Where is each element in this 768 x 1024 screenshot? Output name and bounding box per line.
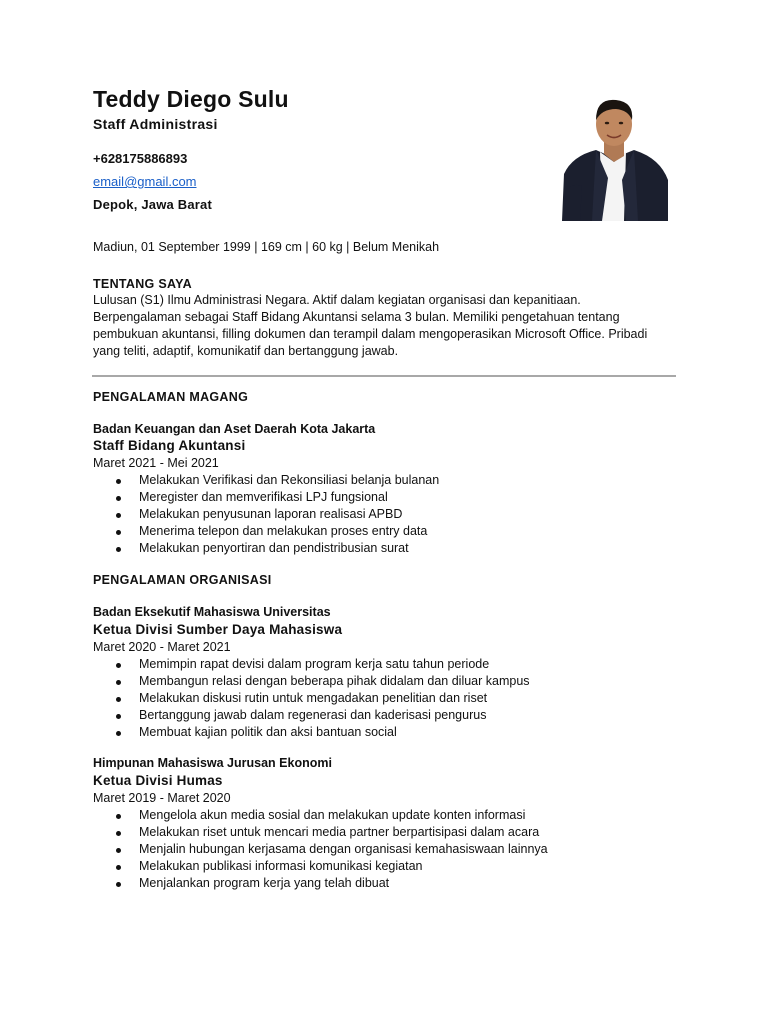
organization-position: Ketua Divisi Sumber Daya Mahasiswa bbox=[93, 622, 343, 637]
list-item: Melakukan penyusunan laporan realisasi APBD bbox=[139, 506, 439, 523]
list-item: Membangun relasi dengan beberapa pihak didalam dan diluar kampus bbox=[139, 674, 530, 688]
list-item: Bertanggung jawab dalam regenerasi dan kaderisasi pengurus bbox=[139, 707, 530, 724]
organization-org: Badan Eksekutif Mahasiswa Universitas bbox=[93, 605, 331, 619]
organization-position: Ketua Divisi Humas bbox=[93, 773, 223, 788]
list-item: Melakukan diskusi rutin untuk mengadakan penelitian dan riset bbox=[139, 690, 530, 707]
internship-period: Maret 2021 - Mei 2021 bbox=[93, 456, 219, 470]
list-item: Melakukan publikasi informasi komunikasi kegiatan bbox=[139, 858, 548, 875]
organization-period: Maret 2019 - Maret 2020 bbox=[93, 791, 231, 805]
list-item: Membuat kajian politik dan aksi bantuan social bbox=[139, 724, 530, 741]
about-line: pembukuan akuntansi, filling dokumen dan terampil dalam mengoperasikan Microsoft Office. Pribadi bbox=[93, 327, 648, 341]
job-title: Staff Administrasi bbox=[93, 116, 218, 132]
profile-photo bbox=[562, 96, 668, 221]
list-item: Melakukan Verifikasi dan Rekonsiliasi belanja bulanan bbox=[139, 473, 440, 487]
about-text bbox=[93, 292, 683, 360]
internship-position: Staff Bidang Akuntansi bbox=[93, 438, 246, 453]
internship-org: Badan Keuangan dan Aset Daerah Kota Jakarta bbox=[93, 422, 376, 436]
list-item: Melakukan penyortiran dan pendistribusian surat bbox=[139, 540, 439, 557]
list-item: Meregister dan memverifikasi LPJ fungsional bbox=[139, 489, 439, 506]
section-divider bbox=[92, 375, 676, 377]
about-line: yang teliti, adaptif, komunikatif dan bertanggung jawab. bbox=[93, 344, 399, 358]
list-item: Melakukan riset untuk mencari media partner berpartisipasi dalam acara bbox=[139, 824, 548, 841]
list-item: Mengelola akun media sosial dan melakukan update konten informasi bbox=[139, 807, 548, 824]
list-item: Menerima telepon dan melakukan proses entry data bbox=[139, 523, 439, 540]
organization-org: Himpunan Mahasiswa Jurusan Ekonomi bbox=[93, 756, 332, 770]
personal-info: Madiun, 01 September 1999 | 169 cm | 60 kg | Belum Menikah bbox=[93, 240, 440, 254]
organization-heading: PENGALAMAN ORGANISASI bbox=[93, 573, 272, 587]
about-line: Berpengalaman sebagai Staff Bidang Akuntansi selama 3 bulan. Memiliki pengetahuan tentang bbox=[93, 310, 620, 324]
email-link[interactable]: email@gmail.com bbox=[93, 174, 197, 189]
list-item: Menjalankan program kerja yang telah dibuat bbox=[139, 875, 548, 892]
about-line: Lulusan (S1) Ilmu Administrasi Negara. Aktif dalam kegiatan organisasi dan kepanitiaan. bbox=[93, 293, 581, 307]
organization-period: Maret 2020 - Maret 2021 bbox=[93, 640, 231, 654]
location: Depok, Jawa Barat bbox=[93, 197, 213, 212]
list-item: Memimpin rapat devisi dalam program kerja satu tahun periode bbox=[139, 656, 530, 673]
about-heading: TENTANG SAYA bbox=[93, 277, 192, 291]
applicant-name: Teddy Diego Sulu bbox=[93, 86, 289, 112]
list-item: Menjalin hubungan kerjasama dengan organisasi kemahasiswaan lainnya bbox=[139, 842, 548, 856]
organization-duties bbox=[139, 807, 548, 892]
internship-duties bbox=[139, 472, 439, 557]
organization-duties bbox=[139, 656, 530, 741]
phone-number: +628175886893 bbox=[93, 151, 188, 166]
internship-heading: PENGALAMAN MAGANG bbox=[93, 390, 249, 404]
profile-photo-image bbox=[562, 96, 668, 221]
